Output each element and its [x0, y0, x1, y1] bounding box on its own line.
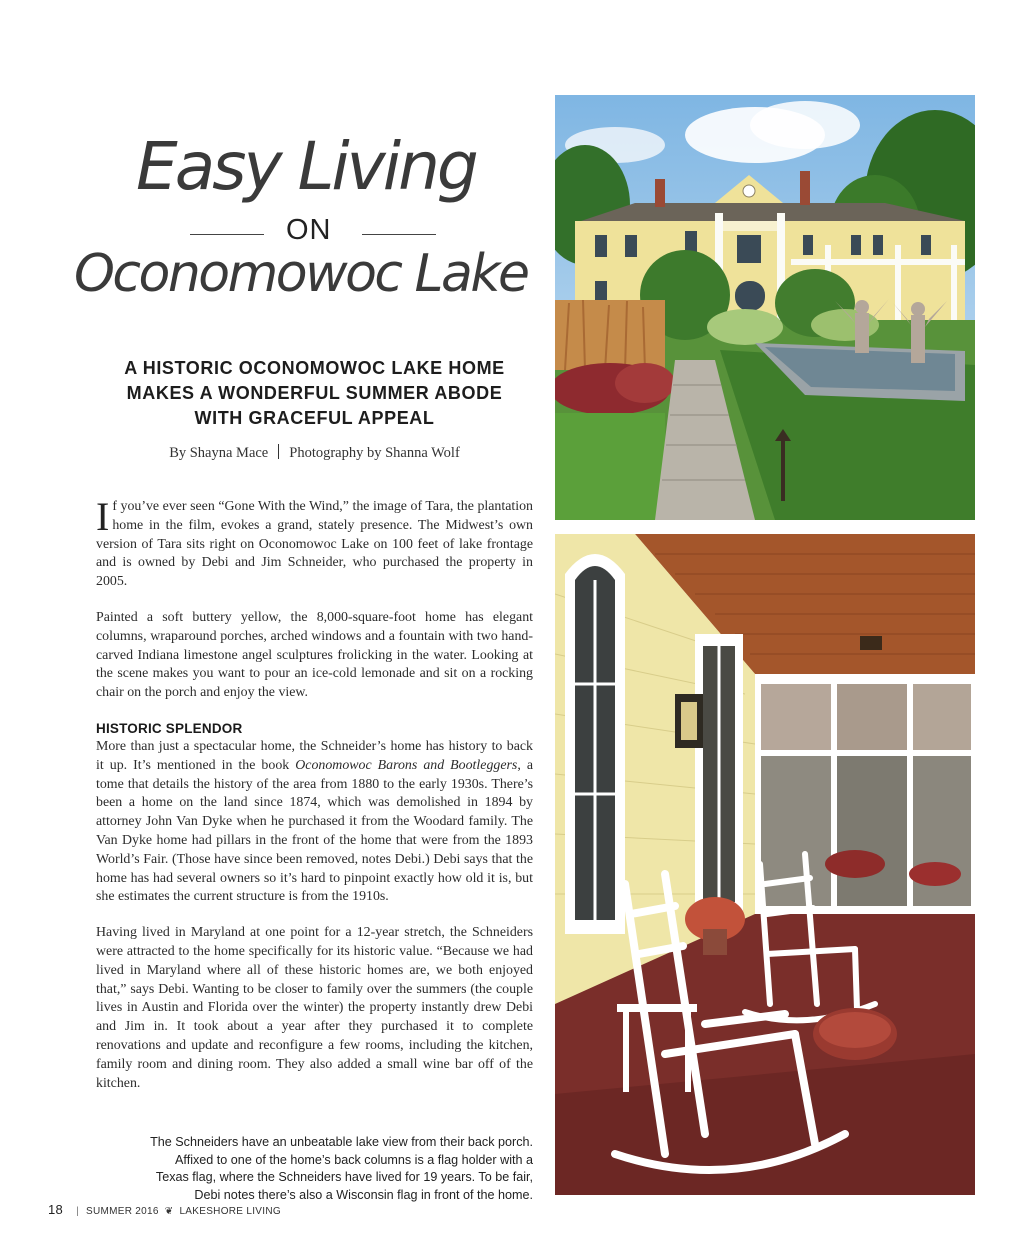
byline-photographer: Photography by Shanna Wolf [289, 445, 460, 461]
byline-author: By Shayna Mace [169, 445, 269, 461]
article-body [96, 494, 533, 1110]
paragraph-intro-text: f you’ve ever seen “Gone With the Wind,” the image of Tara, the plantation home in the film, evokes a grand, stately presence. The Midwest’s own version of Tara sits right on Oconomowoc Lake on 100 feet of lake frontage and is owned by Debi and Jim Schneider, who purchased the property in 2005. [96, 499, 533, 590]
leaf-icon: ❦ [164, 1206, 174, 1217]
porch-photo [555, 534, 975, 1195]
divider-rule-left [190, 234, 264, 235]
subhead-line-1: A HISTORIC OCONOMOWOC LAKE HOME [124, 358, 505, 378]
paragraph-history-b: , a tome that details the history of the area from 1880 to the early 1930s. There’s been a home on the land since 1874, which was demolished in 1894 by attorney John Van Dyke when he purchased it from the Woodard family. The Van Dyke home had pillars in the front of the home that were from the 1893 World’s Fair. (Those have since been removed, notes Debi.) Debi says that the home has had several owners so it’s hard to pinpoint exactly how old it is, but she estimates the current structure is from the 1910s. [96, 757, 533, 905]
headline-on: ON [286, 214, 332, 246]
paragraph-description: Painted a soft buttery yellow, the 8,000-square-foot home has elegant columns, wraparound porches, arched windows and a fountain with two hand-carved Indiana limestone angel sculptures frolicking in the water. Looking at the scene makes you want to pour an ice-cold lemonade and sit on a rocking chair on the porch and enjoy the view. [96, 609, 533, 701]
caption-line-1: The Schneiders have an unbeatable lake view from their back porch. [150, 1135, 533, 1149]
house-exterior-photo [555, 95, 975, 520]
divider-rule-right [362, 234, 436, 235]
caption-line-4: Debi notes there’s also a Wisconsin flag in front of the home. [194, 1187, 533, 1202]
paragraph-maryland: Having lived in Maryland at one point for a 12-year stretch, the Schneiders were attracted to the home specifically for its historic value. “Because we had lived in Maryland where all of these historic homes are, we both enjoyed that,” says Debi. Wanting to be closer to family over the summers (the couple lives in Austin and Florida over the winter) the property instantly drew Debi and Jim in. It took about a year after they purchased it to complete renovations and update and reconfigure a few rooms, including the kitchen, family room and dining room. They also added a small wine bar off of the kitchen. [96, 925, 533, 1091]
subhead-line-2: MAKES A WONDERFUL SUMMER ABODE [126, 383, 503, 403]
drop-cap: I [96, 494, 110, 539]
paragraph-history [96, 738, 533, 907]
house-exterior-illustration [555, 95, 975, 520]
photo-caption [110, 1134, 533, 1204]
issue-label: SUMMER 2016 [85, 1206, 159, 1217]
byline-separator [278, 444, 279, 459]
page-footer [48, 1202, 281, 1217]
caption-line-2: Affixed to one of the home’s back columns is a flag holder with a [175, 1152, 533, 1167]
caption-line-3: Texas flag, where the Schneiders have lived for 19 years. To be fair, [155, 1170, 533, 1185]
book-title: Oconomowoc Barons and Bootleggers [295, 757, 518, 773]
headline-line-oconomowoc-lake: Oconomowoc Lake [74, 244, 528, 304]
page-number: 18 [48, 1202, 64, 1217]
magazine-name: LAKESHORE LIVING [179, 1206, 281, 1217]
footer-divider: | [76, 1206, 79, 1217]
section-heading: HISTORIC SPLENDOR [96, 720, 243, 736]
subheadline [96, 356, 533, 431]
subhead-line-3: WITH GRACEFUL APPEAL [194, 408, 435, 428]
porch-illustration [555, 534, 975, 1195]
byline [96, 444, 533, 462]
paragraph-intro [96, 494, 533, 592]
headline-line-easy-living: Easy Living [136, 128, 476, 205]
paragraph-history-a: More than just a spectacular home, the Schneider’s home has history to back it up. It’s mentioned in the book [96, 738, 533, 773]
